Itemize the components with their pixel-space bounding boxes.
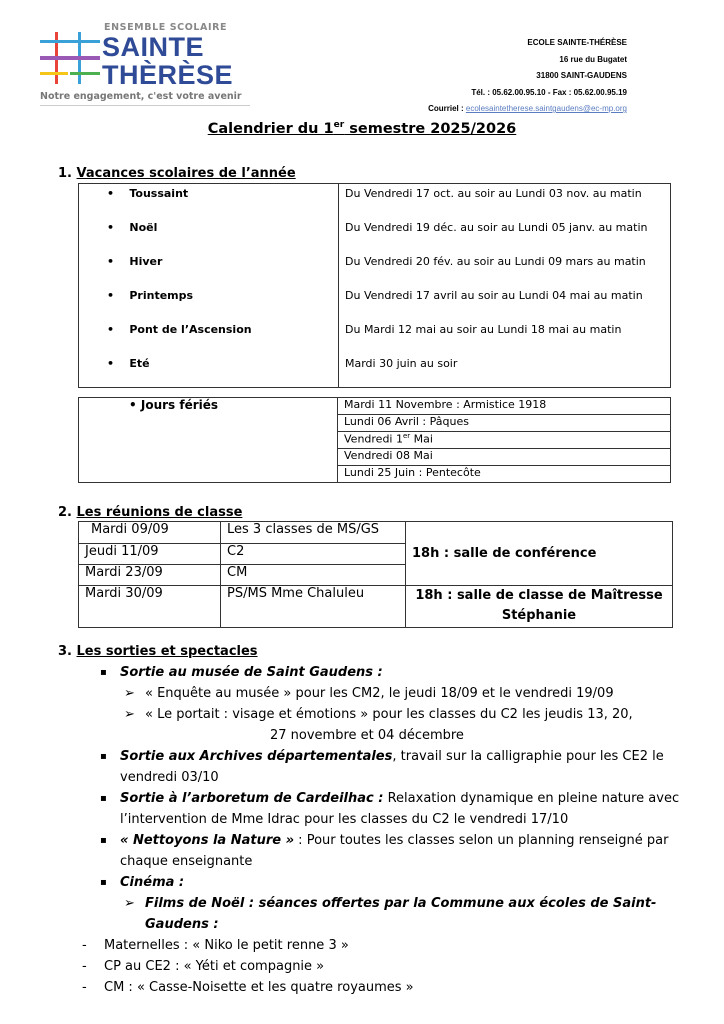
vacances-name: • Noël bbox=[79, 218, 339, 252]
section-heading: 3. Les sorties et spectacles bbox=[58, 644, 258, 659]
vacances-row bbox=[79, 354, 671, 388]
vacances-dates: Du Vendredi 20 fév. au soir au Lundi 09 mars au matin bbox=[345, 254, 646, 268]
list-item: ▪ Sortie à l’arboretum de Cardeilhac : Relaxation dynamique en pleine nature avec l’intervention de Mme Idrac pour les classes du C2 le vendredi 17/10 bbox=[100, 788, 690, 830]
film-item: - CM : « Casse-Noisette et les quatre royaumes » bbox=[82, 977, 690, 998]
film-item: - Maternelles : « Niko le petit renne 3 » bbox=[82, 935, 690, 956]
list-item: ▪ Sortie aux Archives départementales, travail sur la calligraphie pour les CE2 le vendredi 03/10 bbox=[100, 746, 690, 788]
ferie-item: Vendredi 08 Mai bbox=[338, 449, 671, 466]
sub-item: ➢ « Le portait : visage et émotions » pour les classes du C2 les jeudis 13, 20, bbox=[124, 707, 633, 722]
vacances-row bbox=[79, 218, 671, 252]
school-logo bbox=[40, 22, 250, 106]
vacances-dates: Du Vendredi 17 avril au soir au Lundi 04 mai au matin bbox=[345, 288, 643, 302]
vacances-name: • Eté bbox=[79, 354, 339, 388]
divider bbox=[40, 105, 250, 106]
ferie-item: Vendredi 1er Mai bbox=[338, 432, 671, 449]
reunion-class: CM bbox=[221, 565, 406, 586]
email-link[interactable]: ecolesaintetherese.saintgaudens@ec-mp.org bbox=[465, 104, 627, 113]
vacances-name: • Toussaint bbox=[79, 184, 339, 218]
vacances-name: • Pont de l’Ascension bbox=[79, 320, 339, 354]
section-heading: 1. Vacances scolaires de l’année bbox=[58, 166, 296, 181]
address-line: 16 rue du Bugatet bbox=[559, 54, 627, 64]
feries-table bbox=[78, 397, 671, 483]
vacances-dates: Du Vendredi 19 déc. au soir au Lundi 05 janv. au matin bbox=[345, 220, 648, 234]
logo-tagline: Notre engagement, c'est votre avenir bbox=[40, 91, 242, 102]
ferie-item: Lundi 06 Avril : Pâques bbox=[338, 415, 671, 432]
sub-item: ➢ « Enquête au musée » pour les CM2, le jeudi 18/09 et le vendredi 19/09 bbox=[124, 686, 614, 701]
reunion-place: 18h : salle de classe de Maîtresse Stéphanie bbox=[406, 586, 673, 628]
page-title: Calendrier du 1er semestre 2025/2026 bbox=[207, 120, 517, 137]
vacances-table bbox=[78, 183, 671, 388]
feries-label: • Jours fériés bbox=[79, 398, 338, 483]
address-line: ECOLE SAINTE-THÉRÈSE bbox=[527, 38, 627, 47]
vacances-row bbox=[79, 252, 671, 286]
vacances-dates: Du Vendredi 17 oct. au soir au Lundi 03 nov. au matin bbox=[345, 187, 642, 200]
sub-item: ➢ Films de Noël : séances offertes par la Commune aux écoles de Saint-Gaudens : bbox=[124, 896, 657, 932]
logo-grid-icon bbox=[40, 32, 100, 84]
list-item: ▪ Cinéma : bbox=[100, 872, 690, 893]
sub-item-cont: 27 novembre et 04 décembre bbox=[270, 728, 464, 743]
vacances-row bbox=[79, 286, 671, 320]
logo-text: ENSEMBLE SCOLAIRE bbox=[104, 22, 228, 33]
address-line: 31800 SAINT-GAUDENS bbox=[536, 71, 627, 80]
film-item: - CP au CE2 : « Yéti et compagnie » bbox=[82, 956, 690, 977]
reunion-class: PS/MS Mme Chaluleu bbox=[221, 586, 406, 628]
reunion-place: 18h : salle de conférence bbox=[406, 522, 673, 586]
vacances-name: • Printemps bbox=[79, 286, 339, 320]
ferie-item: Mardi 11 Novembre : Armistice 1918 bbox=[338, 398, 671, 415]
school-address bbox=[428, 35, 627, 118]
reunion-class: C2 bbox=[221, 544, 406, 565]
logo-text: SAINTE bbox=[102, 32, 205, 62]
sorties-list bbox=[100, 662, 690, 998]
vacances-name: • Hiver bbox=[79, 252, 339, 286]
logo-text: THÈRÈSE bbox=[102, 60, 234, 90]
reunion-date: Mardi 23/09 bbox=[79, 565, 221, 586]
vacances-dates: Du Mardi 12 mai au soir au Lundi 18 mai au matin bbox=[345, 322, 622, 336]
phone-line: Tél. : 05.62.00.95.10 - Fax : 05.62.00.95.19 bbox=[471, 87, 627, 97]
email-label: Courriel : bbox=[428, 104, 464, 113]
section-heading: 2. Les réunions de classe bbox=[58, 505, 243, 520]
vacances-dates: Mardi 30 juin au soir bbox=[345, 356, 458, 370]
reunions-table bbox=[78, 521, 673, 628]
ferie-item: Lundi 25 Juin : Pentecôte bbox=[338, 466, 671, 483]
reunion-date: Mardi 09/09 bbox=[79, 522, 221, 544]
vacances-row bbox=[79, 320, 671, 354]
reunion-date: Jeudi 11/09 bbox=[79, 544, 221, 565]
reunion-class: Les 3 classes de MS/GS bbox=[221, 522, 406, 544]
vacances-row bbox=[79, 184, 671, 218]
list-item: ▪ Sortie au musée de Saint Gaudens : bbox=[100, 662, 690, 683]
list-item: ▪ « Nettoyons la Nature » : Pour toutes les classes selon un planning renseigné par chaque enseignante bbox=[100, 830, 690, 872]
reunion-date: Mardi 30/09 bbox=[79, 586, 221, 628]
